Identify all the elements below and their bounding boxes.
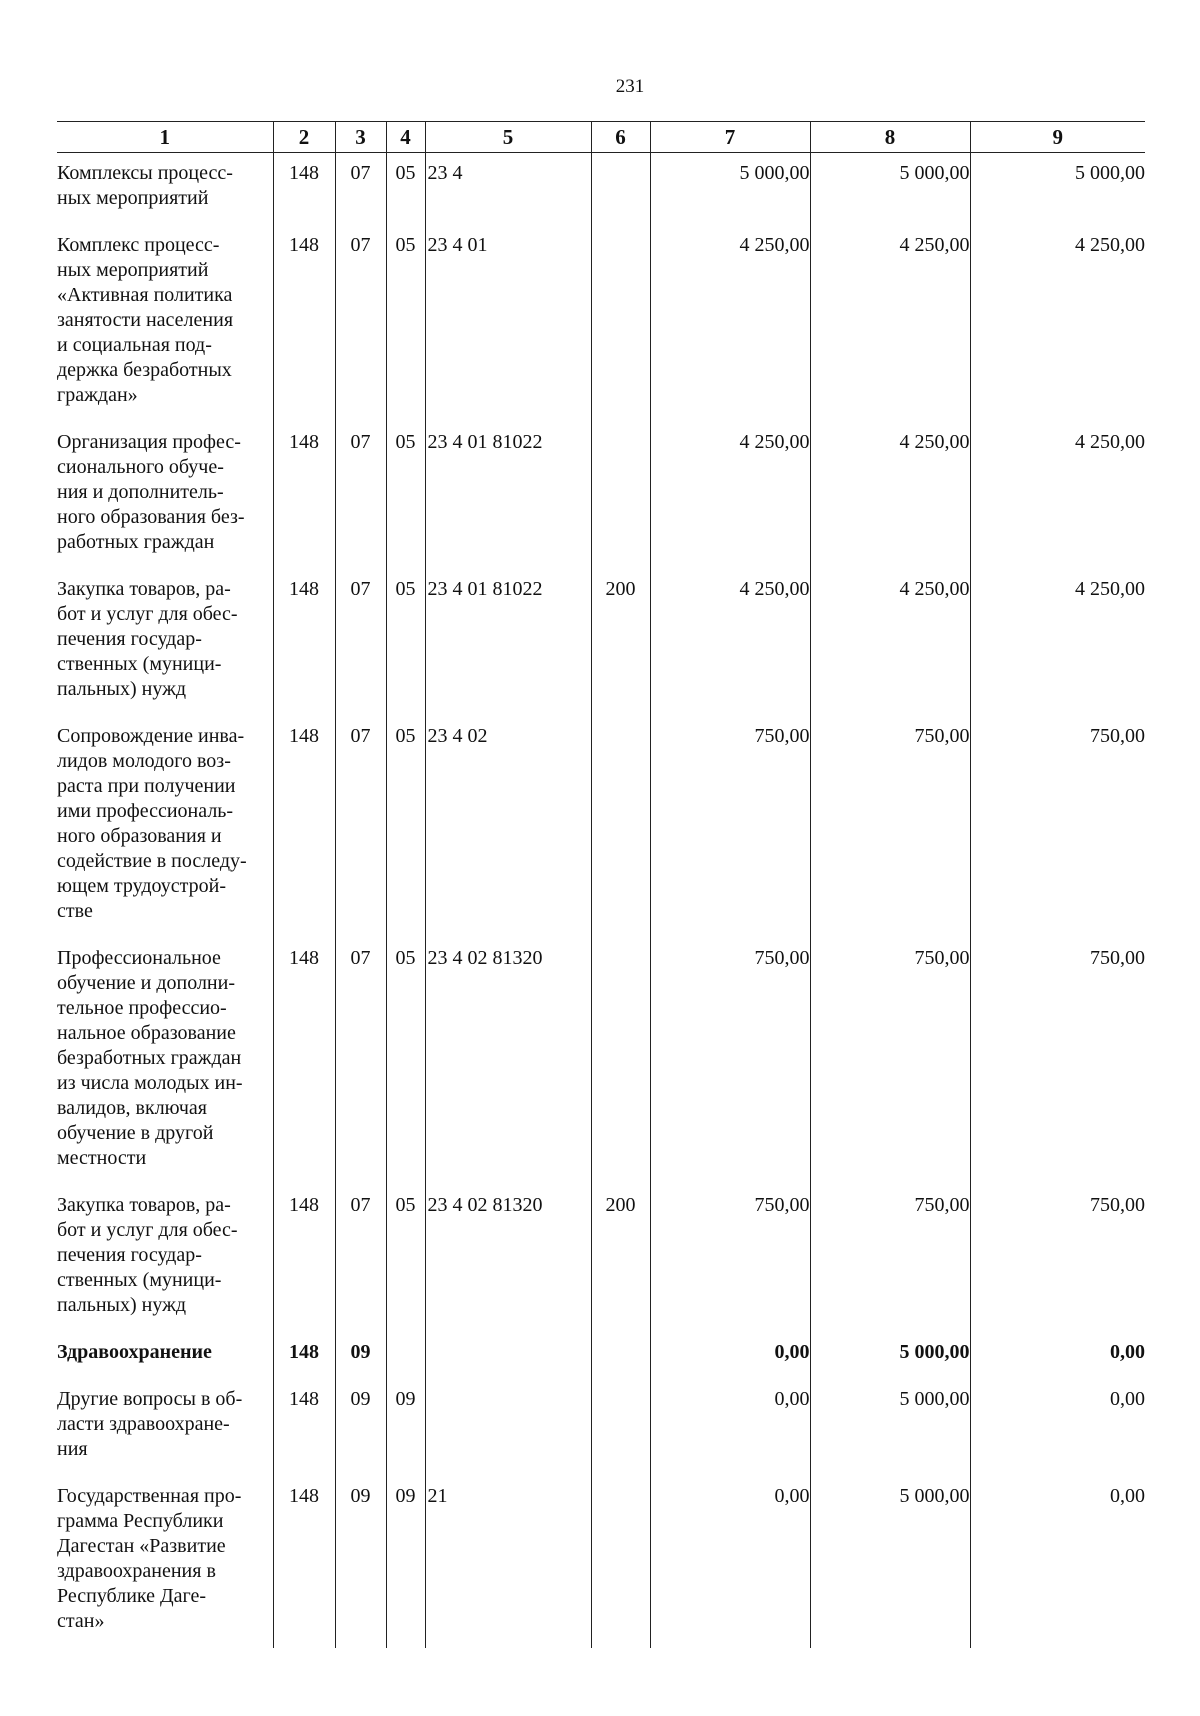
- cell-amount-col9: 4 250,00: [970, 225, 1145, 422]
- item-name-line: Организация профес-: [57, 431, 241, 453]
- cell-item-name: [57, 1185, 273, 1332]
- table-row: [57, 938, 1145, 1185]
- cell-amount-col8: 750,00: [810, 1185, 970, 1332]
- item-name-line: лидов молодого воз-: [57, 750, 231, 772]
- column-header: 8: [810, 122, 970, 153]
- item-name-line: печения государ-: [57, 628, 202, 650]
- cell-chapter: 148: [273, 1185, 335, 1332]
- cell-expense-type: 200: [591, 569, 650, 716]
- cell-subsection: [386, 1332, 425, 1379]
- table-row: [57, 153, 1145, 226]
- cell-expense-type: [591, 938, 650, 1185]
- item-name-line: печения государ-: [57, 1244, 202, 1266]
- item-name-line: валидов, включая: [57, 1097, 207, 1119]
- cell-item-name: [57, 153, 273, 226]
- cell-amount-col9: 0,00: [970, 1332, 1145, 1379]
- budget-table: [57, 121, 1145, 1648]
- cell-section: 07: [335, 938, 386, 1185]
- item-name-line: стан»: [57, 1610, 105, 1632]
- cell-item-name: [57, 422, 273, 569]
- item-name-line: грамма Республики: [57, 1510, 224, 1532]
- cell-chapter: 148: [273, 569, 335, 716]
- cell-chapter: 148: [273, 225, 335, 422]
- table-row: [57, 1476, 1145, 1648]
- cell-amount-col7: 4 250,00: [650, 422, 810, 569]
- cell-chapter: 148: [273, 1476, 335, 1648]
- cell-section: 07: [335, 569, 386, 716]
- item-name-line: ния и дополнитель-: [57, 481, 224, 503]
- item-name-line: Республике Даге-: [57, 1585, 207, 1607]
- table-row: [57, 1332, 1145, 1379]
- cell-target-code: [425, 1332, 591, 1379]
- item-name-line: Другие вопросы в об-: [57, 1388, 243, 1410]
- cell-subsection: 05: [386, 153, 425, 226]
- item-name-line: бот и услуг для обес-: [57, 603, 238, 625]
- cell-section: 07: [335, 1185, 386, 1332]
- cell-item-name: [57, 1332, 273, 1379]
- cell-section: 09: [335, 1379, 386, 1476]
- cell-expense-type: [591, 1476, 650, 1648]
- item-name-line: Сопровождение инва-: [57, 725, 245, 747]
- cell-target-code: 23 4 02: [425, 716, 591, 938]
- cell-amount-col9: 5 000,00: [970, 153, 1145, 226]
- cell-chapter: 148: [273, 1379, 335, 1476]
- item-name-line: из числа молодых ин-: [57, 1072, 243, 1094]
- table-header-row: [57, 122, 1145, 153]
- cell-item-name: [57, 225, 273, 422]
- table-row: [57, 225, 1145, 422]
- cell-target-code: 23 4: [425, 153, 591, 226]
- cell-section: 07: [335, 422, 386, 569]
- cell-amount-col8: 5 000,00: [810, 153, 970, 226]
- item-name-line: безработных граждан: [57, 1047, 242, 1069]
- cell-amount-col9: 750,00: [970, 938, 1145, 1185]
- cell-target-code: 23 4 01 81022: [425, 422, 591, 569]
- cell-expense-type: [591, 1332, 650, 1379]
- page-number: 231: [615, 76, 645, 97]
- cell-amount-col9: 4 250,00: [970, 569, 1145, 716]
- item-name-line: граждан»: [57, 384, 138, 406]
- item-name-line: Комплекс процесс-: [57, 234, 220, 256]
- cell-item-name: [57, 569, 273, 716]
- cell-item-name: [57, 716, 273, 938]
- cell-amount-col7: 0,00: [650, 1379, 810, 1476]
- cell-amount-col7: 0,00: [650, 1332, 810, 1379]
- table-row: [57, 569, 1145, 716]
- item-name-line: Комплексы процесс-: [57, 162, 233, 184]
- cell-amount-col9: 0,00: [970, 1379, 1145, 1476]
- cell-target-code: 23 4 01 81022: [425, 569, 591, 716]
- cell-expense-type: [591, 153, 650, 226]
- cell-expense-type: 200: [591, 1185, 650, 1332]
- item-name-line: ими профессиональ-: [57, 800, 234, 822]
- column-header: 2: [273, 122, 335, 153]
- cell-amount-col8: 5 000,00: [810, 1476, 970, 1648]
- cell-target-code: [425, 1379, 591, 1476]
- item-name-line: обучение в другой: [57, 1122, 214, 1144]
- item-name-line: местности: [57, 1147, 147, 1169]
- item-name-line: Дагестан «Развитие: [57, 1535, 226, 1557]
- item-name-line: обучение и дополни-: [57, 972, 235, 994]
- item-name-line: ственных (муници-: [57, 1269, 222, 1291]
- cell-chapter: 148: [273, 716, 335, 938]
- cell-amount-col8: 4 250,00: [810, 225, 970, 422]
- cell-target-code: 23 4 01: [425, 225, 591, 422]
- item-name-line: Профессиональное: [57, 947, 221, 969]
- item-name-line: работных граждан: [57, 531, 215, 553]
- table-row: [57, 1379, 1145, 1476]
- cell-amount-col7: 4 250,00: [650, 225, 810, 422]
- cell-target-code: 23 4 02 81320: [425, 938, 591, 1185]
- cell-item-name: [57, 1379, 273, 1476]
- cell-amount-col7: 4 250,00: [650, 569, 810, 716]
- cell-amount-col7: 750,00: [650, 1185, 810, 1332]
- cell-amount-col7: 750,00: [650, 716, 810, 938]
- cell-chapter: 148: [273, 1332, 335, 1379]
- cell-amount-col9: 750,00: [970, 1185, 1145, 1332]
- cell-section: 09: [335, 1476, 386, 1648]
- cell-subsection: 05: [386, 422, 425, 569]
- item-name-line: ющем трудоустрой-: [57, 875, 226, 897]
- cell-section: 07: [335, 153, 386, 226]
- cell-amount-col7: 5 000,00: [650, 153, 810, 226]
- item-name-line: тельное профессио-: [57, 997, 227, 1019]
- cell-item-name: [57, 938, 273, 1185]
- cell-expense-type: [591, 422, 650, 569]
- item-name-line: Закупка товаров, ра-: [57, 578, 231, 600]
- table-row: [57, 716, 1145, 938]
- item-name-line: ных мероприятий: [57, 187, 209, 209]
- item-name-line: стве: [57, 900, 93, 922]
- cell-amount-col7: 750,00: [650, 938, 810, 1185]
- cell-amount-col9: 750,00: [970, 716, 1145, 938]
- item-name-line: держка безработных: [57, 359, 232, 381]
- cell-target-code: 23 4 02 81320: [425, 1185, 591, 1332]
- cell-amount-col7: 0,00: [650, 1476, 810, 1648]
- cell-subsection: 05: [386, 1185, 425, 1332]
- cell-amount-col9: 4 250,00: [970, 422, 1145, 569]
- column-header: 9: [970, 122, 1145, 153]
- item-name-line: Закупка товаров, ра-: [57, 1194, 231, 1216]
- column-header: 5: [425, 122, 591, 153]
- cell-subsection: 05: [386, 938, 425, 1185]
- cell-amount-col8: 4 250,00: [810, 569, 970, 716]
- item-name-line: бот и услуг для обес-: [57, 1219, 238, 1241]
- cell-subsection: 05: [386, 569, 425, 716]
- item-name-line: ного образования без-: [57, 506, 245, 528]
- item-name-line: и социальная под-: [57, 334, 212, 356]
- item-name-line: «Активная политика: [57, 284, 233, 306]
- cell-amount-col8: 5 000,00: [810, 1332, 970, 1379]
- column-header: 4: [386, 122, 425, 153]
- item-name-line: здравоохранения в: [57, 1560, 216, 1582]
- table-row: [57, 1185, 1145, 1332]
- cell-section: 07: [335, 225, 386, 422]
- cell-item-name: [57, 1476, 273, 1648]
- item-name-line: Здравоохранение: [57, 1341, 212, 1363]
- item-name-line: пальных) нужд: [57, 678, 187, 700]
- item-name-line: ных мероприятий: [57, 259, 209, 281]
- cell-chapter: 148: [273, 422, 335, 569]
- item-name-line: ния: [57, 1438, 88, 1460]
- item-name-line: раста при получении: [57, 775, 236, 797]
- item-name-line: ственных (муници-: [57, 653, 222, 675]
- cell-subsection: 05: [386, 225, 425, 422]
- item-name-line: занятости населения: [57, 309, 234, 331]
- column-header: 1: [57, 122, 273, 153]
- column-header: 7: [650, 122, 810, 153]
- cell-chapter: 148: [273, 938, 335, 1185]
- cell-chapter: 148: [273, 153, 335, 226]
- cell-amount-col8: 750,00: [810, 716, 970, 938]
- cell-expense-type: [591, 716, 650, 938]
- cell-subsection: 05: [386, 716, 425, 938]
- item-name-line: содействие в последу-: [57, 850, 247, 872]
- item-name-line: сионального обуче-: [57, 456, 224, 478]
- cell-target-code: 21: [425, 1476, 591, 1648]
- table-row: [57, 422, 1145, 569]
- cell-amount-col9: 0,00: [970, 1476, 1145, 1648]
- cell-amount-col8: 750,00: [810, 938, 970, 1185]
- cell-amount-col8: 4 250,00: [810, 422, 970, 569]
- column-header: 6: [591, 122, 650, 153]
- cell-subsection: 09: [386, 1379, 425, 1476]
- cell-section: 09: [335, 1332, 386, 1379]
- cell-amount-col8: 5 000,00: [810, 1379, 970, 1476]
- cell-subsection: 09: [386, 1476, 425, 1648]
- cell-expense-type: [591, 225, 650, 422]
- item-name-line: пальных) нужд: [57, 1294, 187, 1316]
- item-name-line: нальное образование: [57, 1022, 236, 1044]
- item-name-line: ного образования и: [57, 825, 222, 847]
- cell-section: 07: [335, 716, 386, 938]
- item-name-line: ласти здравоохране-: [57, 1413, 230, 1435]
- item-name-line: Государственная про-: [57, 1485, 242, 1507]
- table-body: [57, 153, 1145, 1649]
- column-header: 3: [335, 122, 386, 153]
- cell-expense-type: [591, 1379, 650, 1476]
